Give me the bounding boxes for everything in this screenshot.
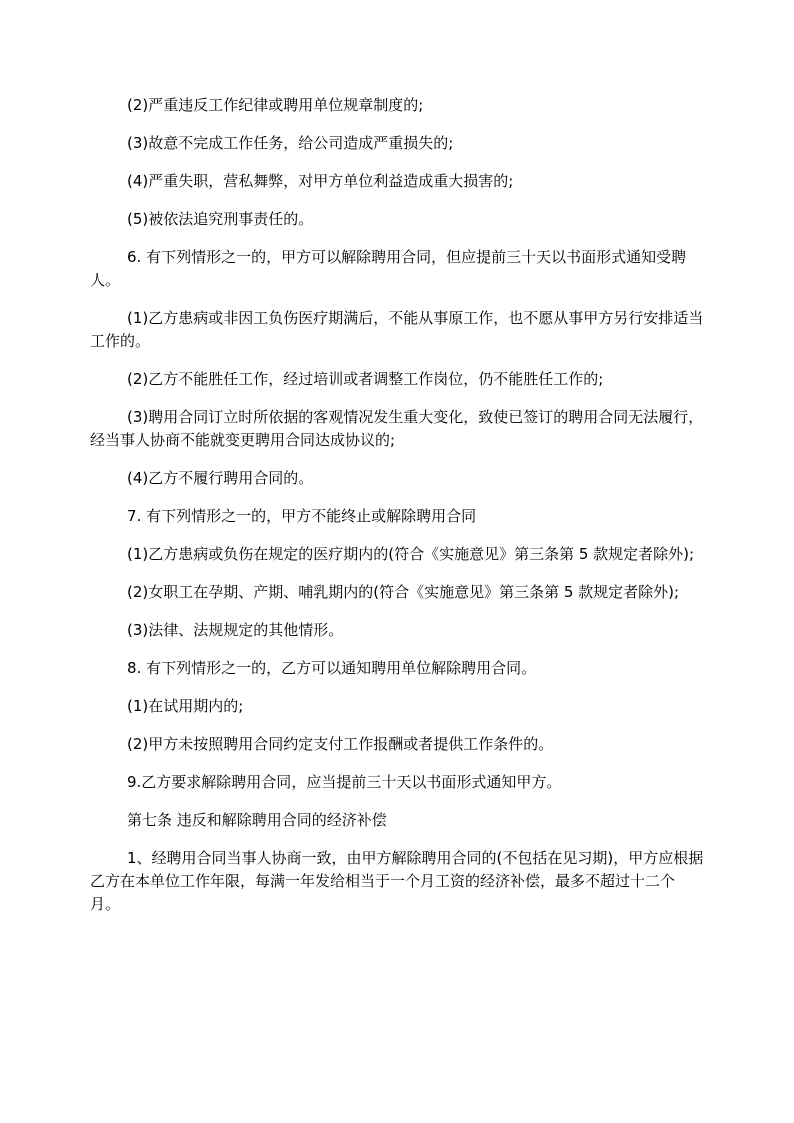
- paragraph: (3)故意不完成工作任务，给公司造成严重损失的;: [127, 134, 454, 152]
- paragraph: (2)严重违反工作纪律或聘用单位规章制度的;: [127, 96, 424, 114]
- paragraph: 7. 有下列情形之一的，甲方不能终止或解除聘用合同: [127, 507, 477, 525]
- paragraph: (4)严重失职，营私舞弊，对甲方单位利益造成重大损害的;: [127, 172, 514, 190]
- paragraph: (5)被依法追究刑事责任的。: [127, 210, 314, 228]
- paragraph: 8. 有下列情形之一的，乙方可以通知聘用单位解除聘用合同。: [127, 659, 537, 677]
- paragraph: (1)乙方患病或非因工负伤医疗期满后，不能从事原工作，也不愿从事甲方另行安排适当工作的。: [90, 309, 704, 350]
- paragraph: (1)乙方患病或负伤在规定的医疗期内的(符合《实施意见》第三条第 5 款规定者除外);: [127, 545, 695, 563]
- paragraph: 6. 有下列情形之一的，甲方可以解除聘用合同，但应提前三十天以书面形式通知受聘人。: [90, 248, 687, 289]
- paragraph: (2)女职工在孕期、产期、哺乳期内的(符合《实施意见》第三条第 5 款规定者除外);: [127, 583, 680, 601]
- paragraph: (4)乙方不履行聘用合同的。: [127, 469, 314, 487]
- section-heading: 第七条 违反和解除聘用合同的经济补偿: [127, 811, 387, 829]
- paragraph: (1)在试用期内的;: [127, 697, 244, 715]
- paragraph: (2)甲方未按照聘用合同约定支付工作报酬或者提供工作条件的。: [127, 735, 554, 753]
- document-body: [90, 94, 704, 931]
- paragraph: (3)聘用合同订立时所依据的客观情况发生重大变化，致使已签订的聘用合同无法履行，经当事人协商不能就变更聘用合同达成协议的;: [90, 408, 704, 449]
- paragraph: 1、经聘用合同当事人协商一致，由甲方解除聘用合同的(不包括在见习期)，甲方应根据乙方在本单位工作年限，每满一年发给相当于一个月工资的经济补偿，最多不超过十二个月。: [90, 849, 704, 913]
- paragraph: (2)乙方不能胜任工作，经过培训或者调整工作岗位，仍不能胜任工作的;: [127, 370, 604, 388]
- paragraph: 9.乙方要求解除聘用合同，应当提前三十天以书面形式通知甲方。: [127, 773, 562, 791]
- paragraph: (3)法律、法规规定的其他情形。: [127, 621, 344, 639]
